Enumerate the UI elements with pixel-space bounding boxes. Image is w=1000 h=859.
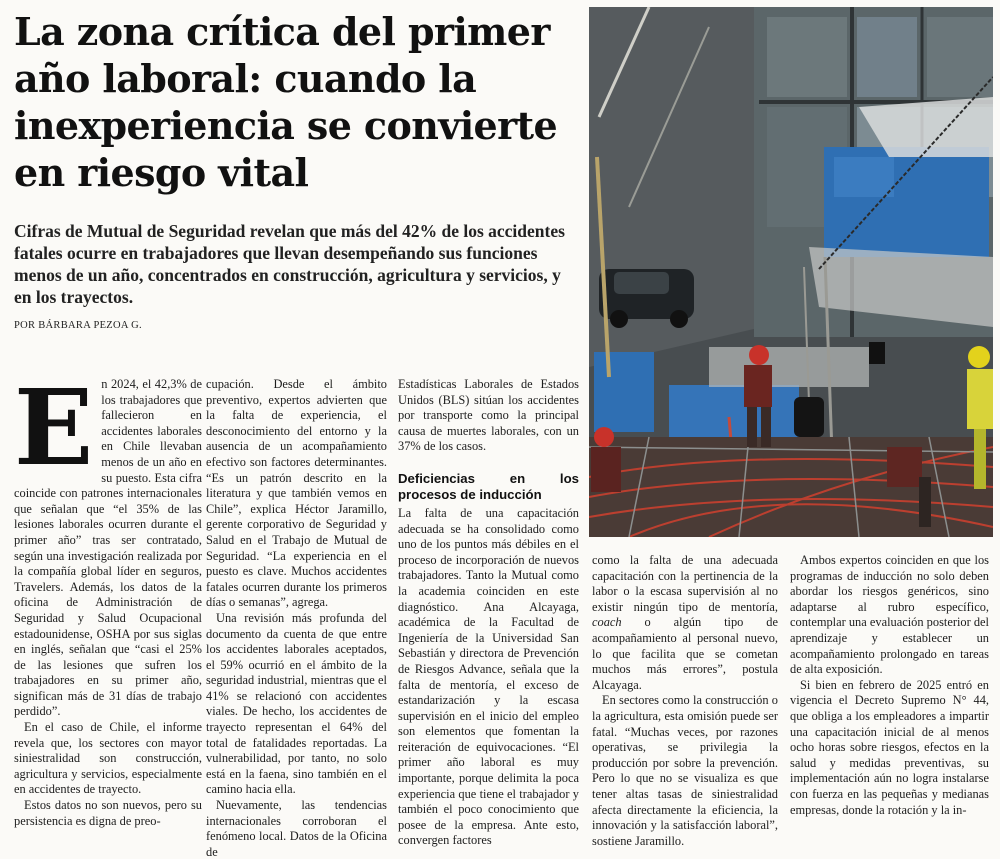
- article-column-5: [790, 553, 989, 818]
- paragraph: Estadísticas Laborales de Estados Unidos (BLS) sitúan los accidentes por transporte como la principal causa de muertes laborales, con un 37% de los casos.: [398, 377, 579, 454]
- paragraph: Una revisión más profunda del documento da cuenta de que entre los accidentes laborales aceptados, el 59% ocurrió en el ámbito de la seguridad industrial, mientras que el 41% se relacionó con accidentes viales. De hecho, los accidentes de trayecto representan el 64% del total de fatalidades reportadas. La vulnerabilidad, por tanto, no solo está en la faena, sino también en el camino hacia ella.: [206, 610, 387, 797]
- drop-cap: E: [14, 366, 94, 489]
- deck-summary: Cifras de Mutual de Seguridad revelan que más del 42% de los accidentes fatales ocurre en trabajadores que llevan desempeñando sus funciones menos de un año, concentrados en construcción, agricultura y servicios, y en los trayectos.: [14, 221, 565, 307]
- article-column-1: [14, 366, 202, 829]
- article-column-3: [398, 377, 579, 849]
- paragraph: Ambos expertos coinciden en que los programas de inducción no solo deben abordar los riesgos genéricos, sino adaptarse al rubro específico, contemplar una evaluación posterior del aprendizaje y establecer un acompañamiento prolongado en tareas de alta exposición.: [790, 553, 989, 677]
- paragraph: cupación. Desde el ámbito preventivo, expertos advierten que la falta de experiencia, el desconocimiento del entorno y la ausencia de un acompañamiento efectivo son factores determinantes. “Es un patrón descrito en la literatura y que también vemos en Chile”, explica Héctor Jaramillo, gerente corporativo de Seguridad y Salud en el Trabajo de Mutual de Seguridad. “La experiencia en el puesto es clave. Muchos accidentes fatales ocurren durante los primeros días o semanas”, agrega.: [206, 377, 387, 610]
- paragraph: Si bien en febrero de 2025 entró en vigencia el Decreto Supremo N° 44, que obliga a los empleadores a impartir una capacitación inicial de al menos ocho horas sobre riesgos, efectos en la salud y medidas preventivas, su implementación aún no logra instalarse con fuerza en las pequeñas y medianas empresas, donde la rotación y la in-: [790, 677, 989, 817]
- paragraph: Nuevamente, las tendencias internacionales corroboran el fenómeno local. Datos de la Oficina de: [206, 798, 387, 859]
- section-subhead: Deficiencias en los procesos de inducción: [398, 470, 579, 502]
- paragraph: Estos datos no son nuevos, pero su persistencia es digna de preo-: [14, 798, 202, 828]
- paragraph: como la falta de una adecuada capacitación con la pertinencia de la labor o la escasa supervisión al no existir ningún tipo de mentoría, coach o algún tipo de acompañamiento al personal nuevo, lo que facilita que se cometan muchos más errores”, postula Alcayaga.: [592, 553, 778, 692]
- emphasis-coach: coach: [592, 615, 622, 630]
- paragraph: n 2024, el 42,3% de los trabajadores que fallecieron en accidentes laborales en Chile llevaban menos de un año en su puesto. Esta cifra coincide con patrones internacionales que señalan que “el 35% de las lesiones laborales ocurren durante el primer año” tras ser contratado, según una investigación realizada por la compañía global líder en seguros, Travelers. Además, los datos de la oficina de Administración de Seguridad y Salud Ocupacional estadounidense, OSHA por sus siglas en inglés, señalan que “casi el 25% de las lesiones que sufren los trabajadores en su primer año, significan más de 31 días de trabajo perdido”.: [14, 377, 202, 719]
- article-column-2: [206, 377, 387, 859]
- article-column-4: [592, 553, 778, 849]
- paragraph: En el caso de Chile, el informe revela que, los sectores con mayor siniestralidad son construcción, agricultura y servicios, especialmente en accidentes de trayecto.: [14, 720, 202, 797]
- paragraph: La falta de una capacitación adecuada se ha consolidado como uno de los puntos más débiles en el proceso de incorporación de nuevos trabajadores. Tanto la Mutual como la academia coinciden en este diagnóstico. Ana Alcayaga, académica de la Facultad de Ingeniería de la Universidad San Sebastián y directora de Prevención de Riesgos Advance, señala que la falta de mentoría, el exceso de estandarización y la escasa supervisión en el inicio del empleo son elementos que fomentan la reiteración de equivocaciones. “El primer año laboral es muy importante, porque delimita la poca experiencia que tiene el trabajador y también el poco conocimiento que posee de la empresa. Ante esto, convergen factores: [398, 505, 579, 848]
- headline: La zona crítica del primer año laboral: cuando la inexperiencia se convierte en riesgo vital: [14, 9, 558, 195]
- byline: POR BÁRBARA PEZOA G.: [14, 320, 142, 331]
- paragraph: En sectores como la construcción o la agricultura, esta omisión puede ser fatal. “Muchas veces, por razones operativas, se privilegia la producción por sobre la prevención. Pero lo que no se visualiza es que tener altas tasas de siniestralidad afecta directamente la eficiencia, la innovación y la satisfacción laboral”, sostiene Jaramillo.: [592, 693, 778, 848]
- construction-workers-photo: [589, 7, 993, 537]
